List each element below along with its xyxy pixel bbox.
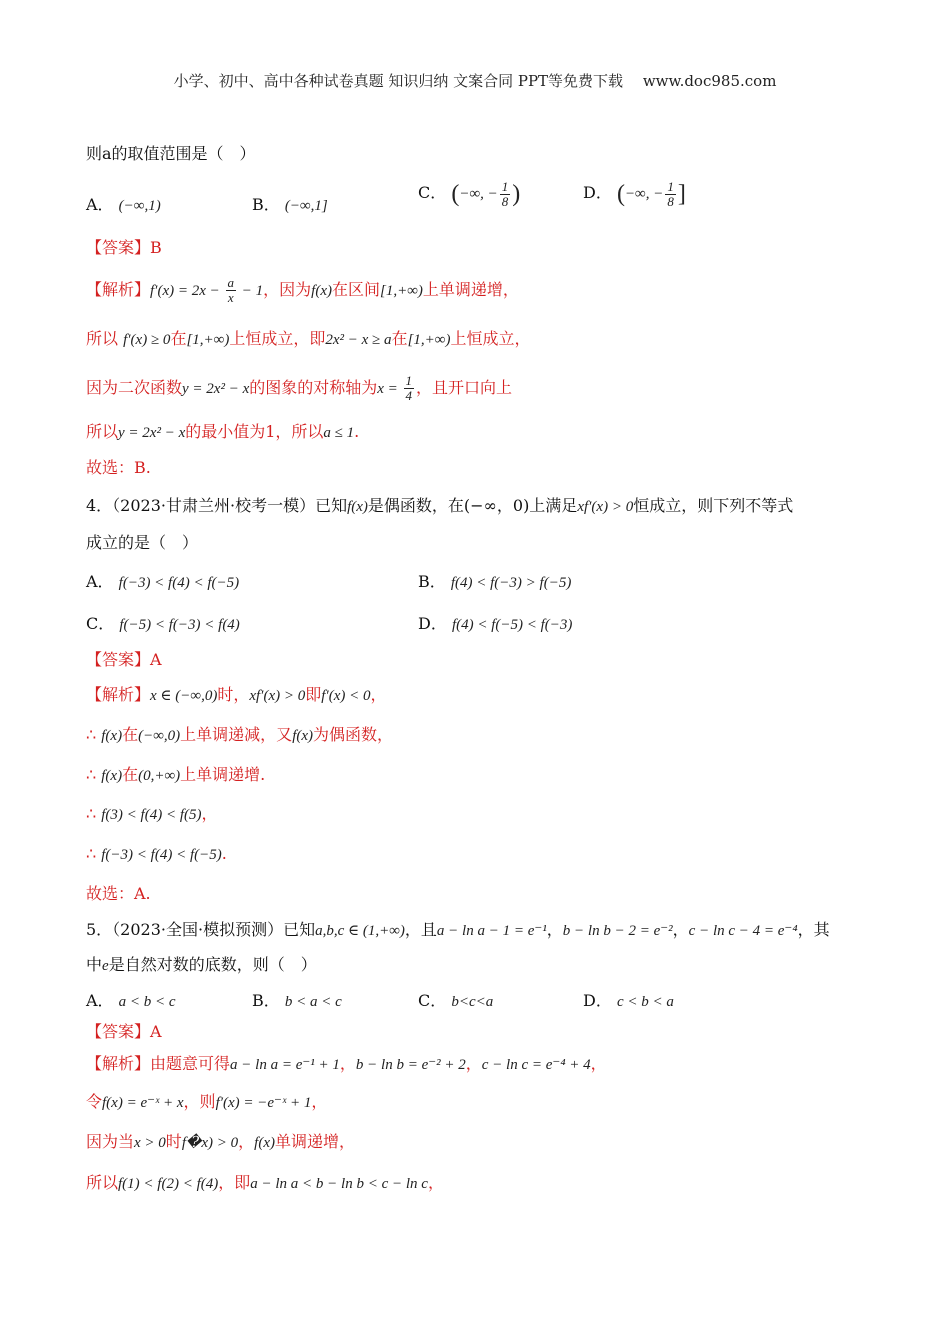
page-header: 小学、初中、高中各种试卷真题 知识归纳 文案合同 PPT等免费下载 www.doc985.com xyxy=(173,72,777,90)
q3-analysis-line-2: 所以 f′(x) ≥ 0在[1,+∞)上恒成立，即2x² − x ≥ a在[1,+∞)上恒成立， xyxy=(86,329,531,348)
q5-analysis-line-4: 所以f(1) < f(2) < f(4)，即a − ln a < b − ln b < c − ln c， xyxy=(86,1173,444,1192)
q4-analysis-line-4: ∴ f(3) < f(4) < f(5)， xyxy=(86,804,218,823)
q4-conclusion: 故选：A. xyxy=(86,884,151,903)
q5-analysis-line-1: 【解析】由题意可得a − ln a = e⁻¹ + 1，b − ln b = e⁻² + 2，c − ln c = e⁻⁴ + 4， xyxy=(86,1054,607,1073)
q5-option-a: A． a < b < c xyxy=(86,991,176,1010)
q4-answer: 【答案】A xyxy=(86,650,162,669)
q4-option-a: A． f(−3) < f(4) < f(−5) xyxy=(86,572,240,591)
q4-stem-line-1: 4．（2023·甘肃兰州·校考一模）已知f(x)是偶函数，在(−∞，0)上满足xf′(x) > 0恒成立，则下列不等式 xyxy=(86,496,794,515)
q3-analysis-line-1: 【解析】f′(x) = 2x − $\frac{a}{x}$ − 1，因为f(x)在区间[1,+∞)上单调递增， xyxy=(86,275,519,305)
q3-conclusion: 故选：B. xyxy=(86,458,151,477)
q3-analysis-line-3: 因为二次函数y = 2x² − x的图象的对称轴为x = $\frac{1}{4}$ ，且开口向上 xyxy=(86,373,513,403)
q4-stem-line-2: 成立的是（ ） xyxy=(86,533,199,552)
q5-analysis-line-2: 令f(x) = e⁻ˣ + x，则f′(x) = −e⁻ˣ + 1， xyxy=(86,1092,328,1111)
q3-option-c: C． (−∞, − $\frac{1}{8}$ ) xyxy=(418,179,521,210)
q3-option-d: D． (−∞, − $\frac{1}{8}$ ] xyxy=(583,179,686,210)
q5-option-d: D． c < b < a xyxy=(583,991,674,1010)
q5-stem-line-2: 中e是自然对数的底数，则（ ） xyxy=(86,955,317,974)
q5-option-b: B． b < a < c xyxy=(252,991,342,1010)
q4-analysis-line-3: ∴ f(x)在(0,+∞)上单调递增. xyxy=(86,765,266,784)
q4-option-c: C． f(−5) < f(−3) < f(4) xyxy=(86,614,240,633)
q5-option-c: C． b<c<a xyxy=(418,991,494,1010)
q3-stem: 则a的取值范围是（ ） xyxy=(86,144,256,163)
q3-option-a: A． (−∞,1) xyxy=(86,195,161,214)
q5-answer: 【答案】A xyxy=(86,1022,162,1041)
q4-option-b: B． f(4) < f(−3) > f(−5) xyxy=(418,572,572,591)
q3-answer: 【答案】B xyxy=(86,238,162,257)
q5-analysis-line-3: 因为当x > 0时f�x) > 0，f(x)单调递增， xyxy=(86,1132,355,1151)
q4-analysis-line-5: ∴ f(−3) < f(4) < f(−5). xyxy=(86,844,227,863)
q4-analysis-line-2: ∴ f(x)在(−∞,0)上单调递减，又f(x)为偶函数， xyxy=(86,725,394,744)
q4-analysis-line-1: 【解析】x ∈ (−∞,0)时，xf′(x) > 0即f′(x) < 0， xyxy=(86,685,387,704)
q4-option-d: D． f(4) < f(−5) < f(−3) xyxy=(418,614,573,633)
q3-analysis-line-4: 所以y = 2x² − x的最小值为1，所以a ≤ 1. xyxy=(86,422,360,441)
q5-stem-line-1: 5．（2023·全国·模拟预测）已知a,b,c ∈ (1,+∞)，且a − ln a − 1 = e⁻¹，b − ln b − 2 = e⁻²，c − ln c − 4 = e⁻⁴，其 xyxy=(86,920,830,939)
q3-option-b: B． (−∞,1] xyxy=(252,195,328,214)
